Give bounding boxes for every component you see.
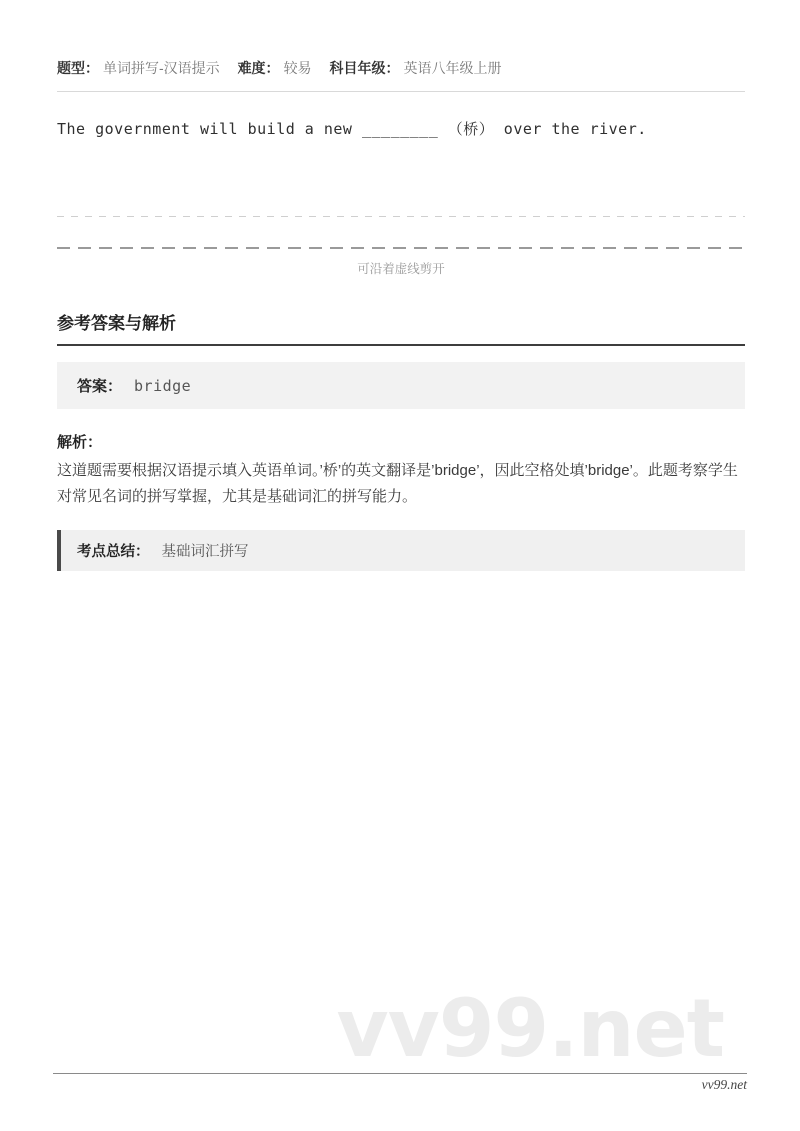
meta-value-subject: 英语八年级上册 <box>403 60 502 76</box>
analysis-text: 这道题需要根据汉语提示填入英语单词。’桥’的英文翻译是’bridge’，因此空格处填’bridge’。此题考察学生对常见名词的拼写掌握，尤其是基础词汇的拼写能力。 <box>57 462 738 505</box>
meta-value-difficulty: 较易 <box>283 60 312 76</box>
key-points-label: 考点总结： <box>77 544 150 560</box>
key-points-value: 基础词汇拼写 <box>161 544 249 560</box>
answer-section-title: 参考答案与解析 <box>57 309 745 346</box>
cut-line-lower <box>57 247 745 249</box>
analysis-label: 解析： <box>57 434 103 451</box>
cut-line-hint: 可沿着虚线剪开 <box>357 262 445 276</box>
site-watermark: vv99.net <box>336 982 724 1075</box>
meta-value-type: 单词拼写-汉语提示 <box>103 60 220 76</box>
meta-label-subject: 科目年级： <box>329 60 400 76</box>
answer-label: 答案： <box>77 378 123 395</box>
answer-box <box>57 362 745 409</box>
page-footer <box>53 1073 747 1093</box>
footer-divider <box>53 1073 747 1074</box>
meta-label-type: 题型： <box>57 60 99 76</box>
meta-difficulty <box>238 60 312 76</box>
question-meta <box>57 58 745 78</box>
cut-line-upper <box>57 216 745 217</box>
meta-subject-grade <box>329 60 501 76</box>
meta-label-difficulty: 难度： <box>237 60 280 76</box>
key-points-box <box>57 530 745 571</box>
footer-site-name: vv99.net <box>701 1077 747 1092</box>
analysis-block <box>57 431 745 510</box>
question-text: The government will build a new ________ （桥） over the river. <box>57 120 647 138</box>
meta-question-type <box>57 60 220 76</box>
header-divider <box>57 91 745 92</box>
answer-value: bridge <box>134 377 192 395</box>
